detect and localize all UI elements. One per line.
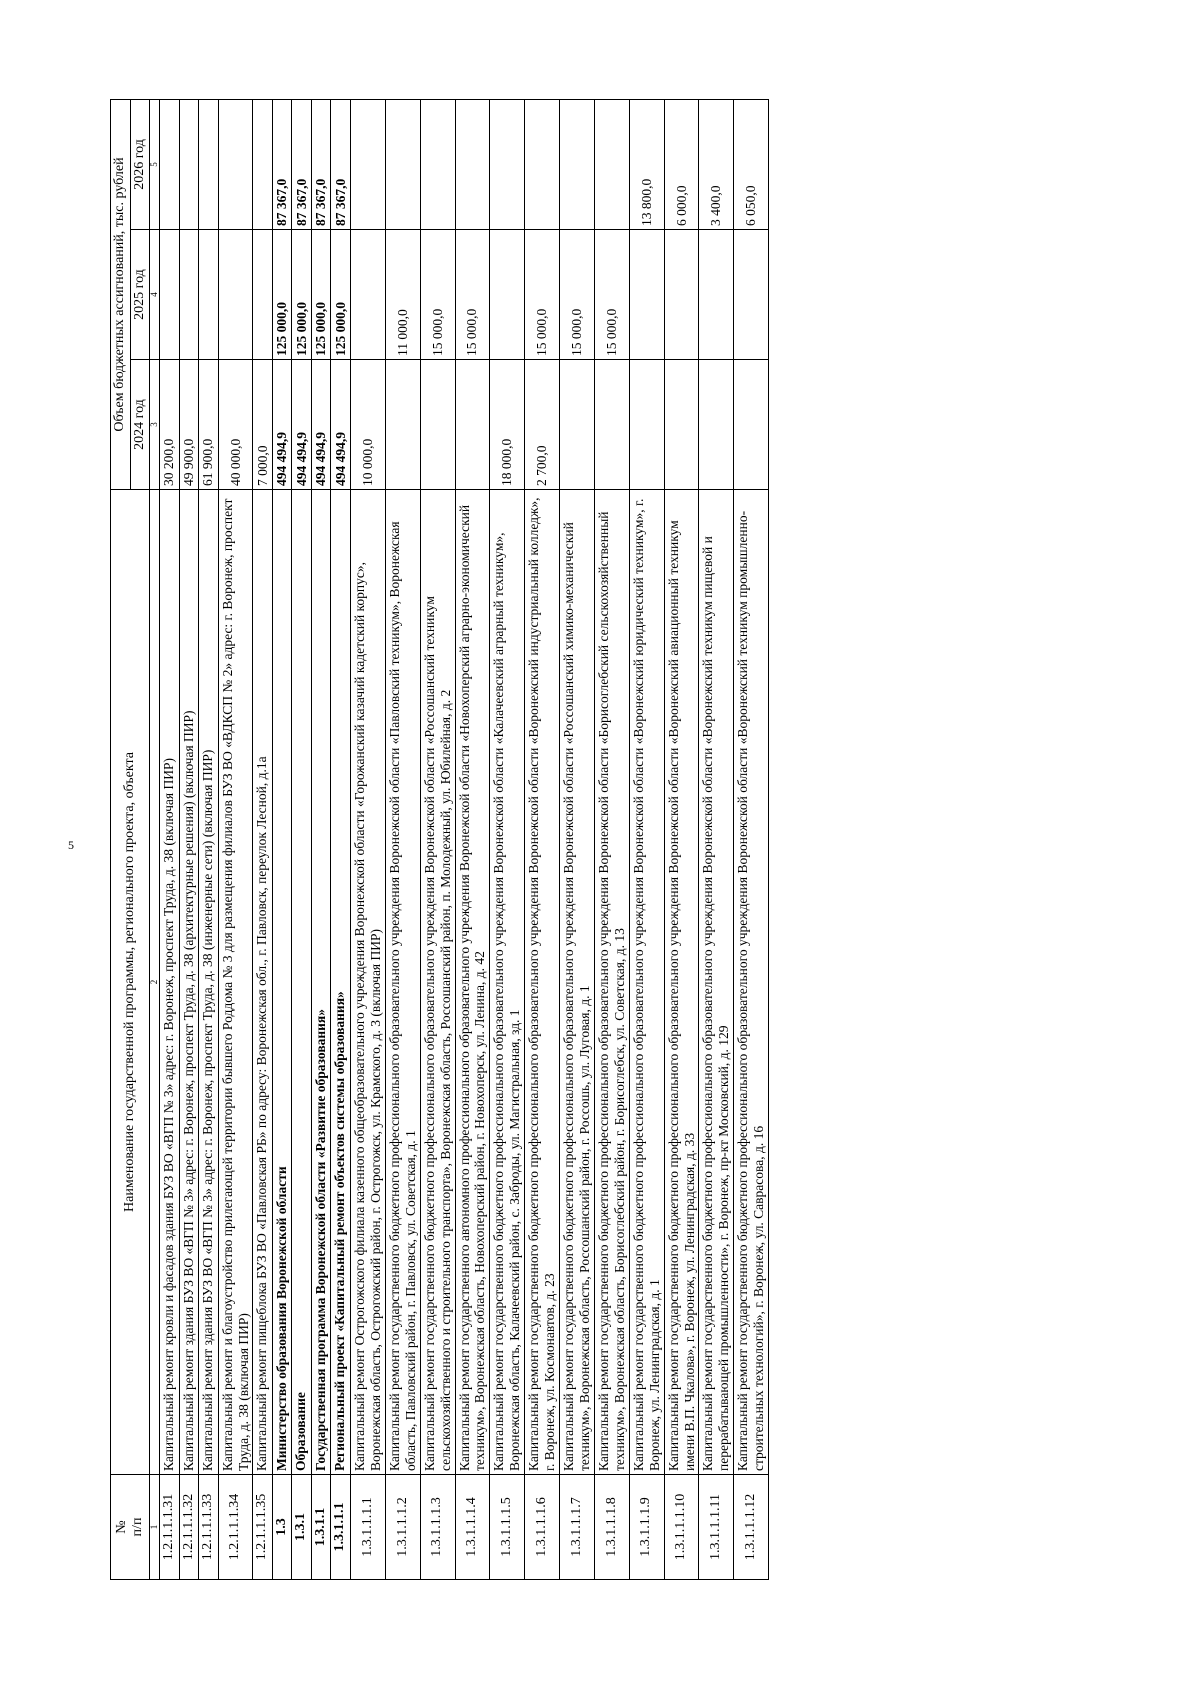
table-row	[272, 99, 292, 1579]
row-value-2025	[199, 230, 219, 360]
table-row	[734, 99, 769, 1579]
row-value-2024: 2 700,0	[525, 360, 560, 490]
row-code: 1.3	[272, 1475, 292, 1580]
row-value-2024: 494 494,9	[331, 360, 351, 490]
row-value-2026: 87 367,0	[292, 99, 312, 229]
row-value-2025	[699, 230, 734, 360]
row-value-2026	[420, 99, 455, 229]
index-cell: 4	[150, 230, 160, 360]
row-value-2025: 15 000,0	[560, 230, 595, 360]
header-number: № п/п	[111, 1475, 150, 1580]
row-name: Капитальный ремонт государственного бюджетного профессионального образовательного учреждения Воронежской области «Воронежский авиационный техникум имени В.П. Чкалова», г. Воронеж, ул. Ленинградская, д. 33	[664, 490, 699, 1475]
row-name: Капитальный ремонт пищеблока БУЗ ВО «Павловская РБ» по адресу: Воронежская обл., г. Павловск, переулок Лесной, д.1а	[253, 490, 273, 1475]
row-value-2025	[664, 230, 699, 360]
table-row	[455, 99, 490, 1579]
table-row	[560, 99, 595, 1579]
row-name: Капитальный ремонт здания БУЗ ВО «ВГП № 3» адрес: г. Воронеж, проспект Труда, д. 38 (инженерные сети) (включая ПИР)	[199, 490, 219, 1475]
row-name: Капитальный ремонт государственного автономного профессионального образовательного учреждения Воронежской области «Новохоперский аграрно-экономический техникум», Воронежская область, Новохоперский район, г. Новохоперск, ул. Ленина, д. 42	[455, 490, 490, 1475]
row-value-2025: 125 000,0	[331, 230, 351, 360]
row-code: 1.3.1	[292, 1475, 312, 1580]
index-cell: 3	[150, 360, 160, 490]
row-name: Капитальный ремонт государственного бюджетного профессионального образовательного учреждения Воронежской области «Воронежский техникум промышленно-строительных технологий», г. Воронеж, ул. Саврасова, д. 16	[734, 490, 769, 1475]
row-value-2024: 61 900,0	[199, 360, 219, 490]
row-value-2024	[560, 360, 595, 490]
row-value-2025: 125 000,0	[272, 230, 292, 360]
row-value-2026	[199, 99, 219, 229]
row-name: Капитальный ремонт здания БУЗ ВО «ВГП № 3» адрес: г. Воронеж, проспект Труда, д. 38 (архитектурные решения) (включая ПИР)	[179, 490, 199, 1475]
table-row	[525, 99, 560, 1579]
row-code: 1.3.1.1.1.8	[594, 1475, 629, 1580]
row-value-2026: 87 367,0	[331, 99, 351, 229]
index-cell: 1	[150, 1475, 160, 1580]
row-value-2024	[734, 360, 769, 490]
table-row	[629, 99, 664, 1579]
row-value-2024: 30 200,0	[160, 360, 180, 490]
table-row	[699, 99, 734, 1579]
table-row	[351, 99, 386, 1579]
row-name: Региональный проект «Капитальный ремонт объектов системы образования»	[331, 490, 351, 1475]
row-code: 1.2.1.1.1.33	[199, 1475, 219, 1580]
table-row	[218, 99, 253, 1579]
row-value-2026: 13 800,0	[629, 99, 664, 229]
row-value-2024: 10 000,0	[351, 360, 386, 490]
row-value-2024: 18 000,0	[490, 360, 525, 490]
row-name: Капитальный ремонт государственного бюджетного профессионального образовательного учреждения Воронежской области «Россошанский техникум сельскохозяйственного и строительного транспорта», Воронежская область, Россошанский район, п. Молодежный, ул. Юбилейная, д. 2	[420, 490, 455, 1475]
row-name: Капитальный ремонт государственного бюджетного профессионального образовательного учреждения Воронежской области «Павловский техникум», Воронежская область, Павловский район, г. Павловск, ул. Советская, д. 1	[385, 490, 420, 1475]
row-value-2024: 494 494,9	[272, 360, 292, 490]
table-row	[160, 99, 180, 1579]
row-name: Министерство образования Воронежской области	[272, 490, 292, 1475]
row-value-2025: 15 000,0	[594, 230, 629, 360]
row-value-2026	[253, 99, 273, 229]
header-volume: Объем бюджетных ассигнований, тыс. рублей	[111, 99, 131, 489]
row-value-2026	[594, 99, 629, 229]
row-value-2025	[179, 230, 199, 360]
row-value-2024: 7 000,0	[253, 360, 273, 490]
row-value-2025	[734, 230, 769, 360]
index-cell: 2	[150, 490, 160, 1475]
row-value-2026: 3 400,0	[699, 99, 734, 229]
row-value-2026: 6 050,0	[734, 99, 769, 229]
row-value-2024	[629, 360, 664, 490]
row-value-2026	[490, 99, 525, 229]
row-code: 1.3.1.1.1.3	[420, 1475, 455, 1580]
header-year-2026: 2026 год	[130, 99, 150, 229]
row-name: Капитальный ремонт государственного бюджетного профессионального образовательного учреждения Воронежской области «Россошанский химико-механический техникум», Воронежская область, Россошанский район, г. Россошь, ул. Луговая, д. 1	[560, 490, 595, 1475]
row-name: Капитальный ремонт государственного бюджетного профессионального образовательного учреждения Воронежской области «Борисоглебский сельскохозяйственный техникум», Воронежская область, Борисоглебский район, г. Борисоглебск, ул. Советская, д. 13	[594, 490, 629, 1475]
page-number: 5	[68, 838, 74, 852]
row-name: Капитальный ремонт и благоустройство прилегающей территории бывшего Роддома № 3 для размещения филиалов БУЗ ВО «ВДКСП № 2» адрес: г. Воронеж, проспект Труда, д. 38 (включая ПИР)	[218, 490, 253, 1475]
table-row	[179, 99, 199, 1579]
row-value-2025	[490, 230, 525, 360]
row-value-2026	[351, 99, 386, 229]
row-code: 1.3.1.1.1.11	[699, 1475, 734, 1580]
row-value-2025	[218, 230, 253, 360]
row-value-2024: 494 494,9	[292, 360, 312, 490]
row-value-2025: 11 000,0	[385, 230, 420, 360]
row-value-2026: 6 000,0	[664, 99, 699, 229]
row-code: 1.2.1.1.1.32	[179, 1475, 199, 1580]
row-code: 1.3.1.1.1.5	[490, 1475, 525, 1580]
header-year-2025: 2025 год	[130, 230, 150, 360]
row-code: 1.3.1.1.1.4	[455, 1475, 490, 1580]
row-name: Капитальный ремонт Острогожского филиала казенного общеобразовательного учреждения Воронежской области «Горожанский казачий кадетский корпус», Воронежская область, Острогожский район, г. Острогожск, ул. Крамского, д. 3 (включая ПИР)	[351, 490, 386, 1475]
table-row	[664, 99, 699, 1579]
row-value-2026: 87 367,0	[311, 99, 331, 229]
index-cell: 5	[150, 99, 160, 229]
row-code: 1.2.1.1.1.35	[253, 1475, 273, 1580]
row-value-2024	[699, 360, 734, 490]
row-value-2025: 15 000,0	[455, 230, 490, 360]
row-value-2024	[420, 360, 455, 490]
row-value-2026	[385, 99, 420, 229]
row-name: Образование	[292, 490, 312, 1475]
row-code: 1.3.1.1.1.9	[629, 1475, 664, 1580]
row-value-2025	[629, 230, 664, 360]
row-code: 1.3.1.1.1.12	[734, 1475, 769, 1580]
row-value-2024: 49 900,0	[179, 360, 199, 490]
row-name: Капитальный ремонт государственного бюджетного профессионального образовательного учреждения Воронежской области «Воронежский юридический техникум», г. Воронеж, ул. Ленинградская, д. 1	[629, 490, 664, 1475]
row-value-2024: 494 494,9	[311, 360, 331, 490]
table-row	[385, 99, 420, 1579]
row-value-2026	[218, 99, 253, 229]
row-code: 1.2.1.1.1.34	[218, 1475, 253, 1580]
row-name: Капитальный ремонт государственного бюджетного профессионального образовательного учреждения Воронежской области «Калачеевский аграрный техникум», Воронежская область, Калачеевский район, с. Заброды, ул. Магистральная, зд. 1	[490, 490, 525, 1475]
row-value-2026	[179, 99, 199, 229]
table-row	[292, 99, 312, 1579]
row-code: 1.3.1.1.1.2	[385, 1475, 420, 1580]
row-value-2026	[160, 99, 180, 229]
table-row	[199, 99, 219, 1579]
row-code: 1.3.1.1.1.6	[525, 1475, 560, 1580]
table-row	[253, 99, 273, 1579]
row-value-2025: 125 000,0	[311, 230, 331, 360]
header-name: Наименование государственной программы, регионального проекта, объекта	[111, 490, 150, 1475]
row-value-2026: 87 367,0	[272, 99, 292, 229]
row-code: 1.3.1.1.1	[331, 1475, 351, 1580]
table-row	[420, 99, 455, 1579]
rotated-document-sheet	[110, 100, 1070, 1580]
row-code: 1.3.1.1.1.1	[351, 1475, 386, 1580]
row-value-2024	[594, 360, 629, 490]
row-value-2026	[525, 99, 560, 229]
row-code: 1.2.1.1.1.31	[160, 1475, 180, 1580]
row-code: 1.3.1.1.1.7	[560, 1475, 595, 1580]
row-name: Капитальный ремонт государственного бюджетного профессионального образовательного учреждения Воронежской области «Воронежский техникум пищевой и перерабатывающей промышленности», г. Воронеж, пр-кт Московский, д. 129	[699, 490, 734, 1475]
row-value-2026	[455, 99, 490, 229]
row-name: Государственная программа Воронежской области «Развитие образования»	[311, 490, 331, 1475]
table-body	[160, 99, 769, 1579]
row-code: 1.3.1.1	[311, 1475, 331, 1580]
table-row	[311, 99, 331, 1579]
row-code: 1.3.1.1.1.10	[664, 1475, 699, 1580]
row-value-2024: 40 000,0	[218, 360, 253, 490]
table-row	[490, 99, 525, 1579]
row-value-2024	[455, 360, 490, 490]
row-name: Капитальный ремонт государственного бюджетного профессионального образовательного учреждения Воронежской области «Воронежский индустриальный колледж», г. Воронеж, ул. Космонавтов, д. 23	[525, 490, 560, 1475]
budget-table	[110, 99, 769, 1580]
row-value-2024	[385, 360, 420, 490]
row-name: Капитальный ремонт кровли и фасадов здания БУЗ ВО «ВГП № 3» адрес: г. Воронеж, проспект Труда, д. 38 (включая ПИР)	[160, 490, 180, 1475]
row-value-2025	[160, 230, 180, 360]
table-row	[331, 99, 351, 1579]
row-value-2025: 15 000,0	[525, 230, 560, 360]
row-value-2025	[253, 230, 273, 360]
row-value-2024	[664, 360, 699, 490]
table-row	[594, 99, 629, 1579]
row-value-2025: 125 000,0	[292, 230, 312, 360]
row-value-2026	[560, 99, 595, 229]
row-value-2025: 15 000,0	[420, 230, 455, 360]
header-year-2024: 2024 год	[130, 360, 150, 490]
row-value-2025	[351, 230, 386, 360]
